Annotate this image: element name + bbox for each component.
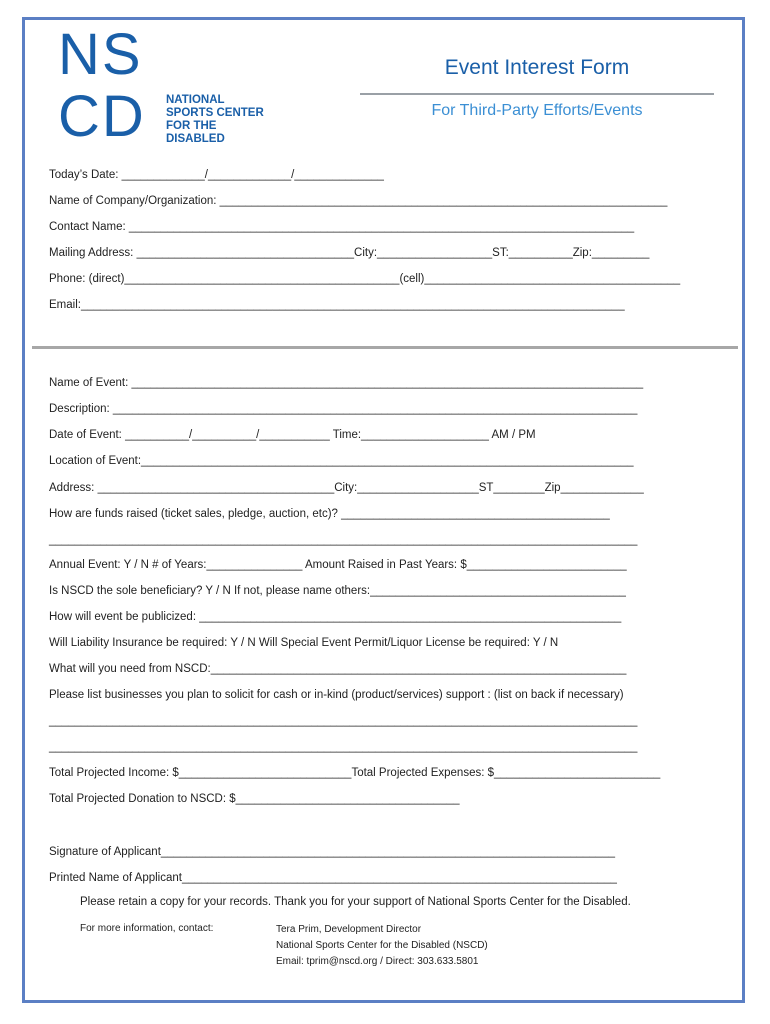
businesses-prompt: Please list businesses you plan to solicit for cash or in-kind (product/services) support : (list on back if necessary) [49,689,624,701]
footer-note: Please retain a copy for your records. Thank you for your support of National Sports Center for the Disabled. [80,896,631,908]
event-address-field[interactable]: Address: _____________________________________City:___________________ST________Zip_____________ [49,482,644,494]
businesses-line-2[interactable]: ____________________________________________________________________________________________ [49,741,638,753]
title-divider [360,93,714,95]
signature-field[interactable]: Signature of Applicant_______________________________________________________________________ [49,846,615,858]
form-subtitle: For Third-Party Efforts/Events [431,102,643,119]
contact-name-field[interactable]: Contact Name: _______________________________________________________________________________ [49,221,635,233]
sole-beneficiary-field[interactable]: Is NSCD the sole beneficiary? Y / N If not, please name others:________________________________________ [49,585,626,597]
contact-block [276,922,488,970]
printed-name-field[interactable]: Printed Name of Applicant____________________________________________________________________ [49,872,617,884]
contact-line: National Sports Center for the Disabled (NSCD) [276,940,488,951]
logo-letters-bottom: CD [58,84,146,149]
company-name-field[interactable]: Name of Company/Organization: ______________________________________________________________________ [49,195,668,207]
publicity-field[interactable]: How will event be publicized: __________________________________________________________________ [49,611,622,623]
event-name-field[interactable]: Name of Event: ________________________________________________________________________________ [49,377,644,389]
needs-from-nscd-field[interactable]: What will you need from NSCD:_________________________________________________________________ [49,663,627,675]
projected-income-expenses-field[interactable]: Total Projected Income: $___________________________Total Projected Expenses: $__________________________ [49,767,661,779]
logo-name-line: NATIONAL [166,94,225,106]
annual-event-field[interactable]: Annual Event: Y / N # of Years:_______________ Amount Raised in Past Years: $_________________________ [49,559,627,571]
insurance-permit-field[interactable]: Will Liability Insurance be required: Y / N Will Special Event Permit/Liquor License be required: Y / N [49,637,559,649]
logo-name-line: SPORTS CENTER [166,107,264,119]
phone-field[interactable]: Phone: (direct)___________________________________________(cell)________________________________________ [49,273,681,285]
logo-letters [58,22,163,154]
businesses-line-1[interactable]: ____________________________________________________________________________________________ [49,715,638,727]
contact-line: Email: tprim@nscd.org / Direct: 303.633.5801 [276,956,479,967]
description-field[interactable]: Description: __________________________________________________________________________________ [49,403,638,415]
event-date-time-field[interactable]: Date of Event: __________/__________/___________ Time:____________________ AM / PM [49,429,536,441]
funds-raised-continued-field[interactable]: ____________________________________________________________________________________________ [49,534,638,546]
funds-raised-field[interactable]: How are funds raised (ticket sales, pledge, auction, etc)? __________________________________________ [49,508,610,520]
projected-donation-field[interactable]: Total Projected Donation to NSCD: $___________________________________ [49,793,460,805]
mailing-address-field[interactable]: Mailing Address: __________________________________City:__________________ST:__________Zip:_________ [49,247,650,259]
contact-line: Tera Prim, Development Director [276,924,422,935]
contact-label: For more information, contact: [80,923,214,934]
logo-organization-name [166,94,296,146]
section-divider [32,346,738,349]
form-title: Event Interest Form [444,56,630,79]
logo-name-line: FOR THE [166,120,217,132]
todays-date-field[interactable]: Today’s Date: _____________/_____________/______________ [49,169,384,181]
email-field[interactable]: Email:_____________________________________________________________________________________ [49,299,625,311]
logo-name-line: DISABLED [166,133,225,145]
logo-letters-top: NS [58,22,143,87]
event-location-field[interactable]: Location of Event:_____________________________________________________________________________ [49,455,634,467]
